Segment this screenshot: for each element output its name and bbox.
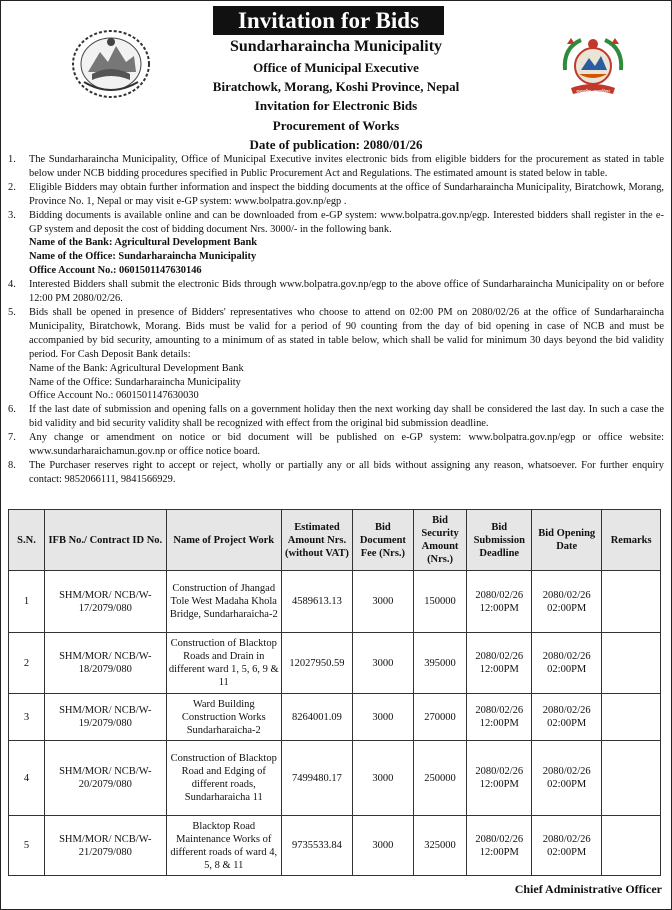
account-number: Office Account No.: 0601501147630146: [29, 265, 202, 277]
header-deadline: Bid Submission Deadline: [467, 510, 532, 571]
clause-number: 6.: [8, 404, 16, 416]
cell-deadline: 2080/02/26 12:00PM: [467, 633, 532, 694]
clause-number: 3.: [8, 209, 16, 221]
cell-ifb: SHM/MOR/ NCB/W-19/2079/080: [45, 694, 167, 741]
cell-security: 395000: [413, 633, 467, 694]
cell-deadline: 2080/02/26 12:00PM: [467, 816, 532, 876]
clause-6: [8, 403, 664, 431]
cell-opening: 2080/02/26 02:00PM: [532, 571, 602, 633]
office-name-line: Name of the Office: Sundarharaincha Municipality: [29, 251, 257, 263]
bank-name: Name of the Bank: Agricultural Development Bank: [29, 362, 244, 374]
cell-amount: 9735533.84: [281, 816, 352, 876]
header-sn: S.N.: [9, 510, 45, 571]
cell-sn: 4: [9, 741, 45, 816]
clause-number: 1.: [8, 154, 16, 165]
account-number: Office Account No.: 0601501147630030: [29, 390, 199, 402]
bank-name: Name of the Bank: Agricultural Development Bank: [29, 237, 258, 249]
clause-number: 8.: [8, 459, 16, 471]
header-ifb: IFB No./ Contract ID No.: [45, 510, 167, 571]
cell-work: Construction of Blacktop Road and Edging of different roads, Sundarharaicha 11: [166, 741, 281, 816]
table-header-row: [9, 510, 661, 571]
table-row: [9, 571, 661, 633]
clause-8: [8, 459, 664, 487]
signature-title: Chief Administrative Officer: [514, 882, 662, 896]
cell-ifb: SHM/MOR/ NCB/W-20/2079/080: [45, 741, 167, 816]
cell-opening: 2080/02/26 02:00PM: [532, 741, 602, 816]
table-row: [9, 741, 661, 816]
procurement-type: Procurement of Works: [272, 118, 400, 133]
banner-title: Invitation for Bids: [213, 6, 444, 35]
header-fee: Bid Document Fee (Nrs.): [353, 510, 414, 571]
cell-opening: 2080/02/26 02:00PM: [532, 816, 602, 876]
header-security: Bid Security Amount (Nrs.): [413, 510, 467, 571]
clause-7: [8, 431, 664, 459]
clauses-list: [8, 153, 664, 487]
cell-security: 250000: [413, 741, 467, 816]
cell-remarks: [602, 694, 661, 741]
cell-deadline: 2080/02/26 12:00PM: [467, 694, 532, 741]
cell-remarks: [602, 571, 661, 633]
office-name-line: Name of the Office: Sundarharaincha Municipality: [29, 376, 241, 388]
clause-4: [8, 278, 664, 306]
clause-text: If the last date of submission and opening falls on a government holiday then the next working day shall be considered the last day. In such a case the bid validity and bid security validity shall be recognized with effect from the original bid submission deadline.: [29, 404, 664, 430]
cell-work: Blacktop Road Maintenance Works of different roads of ward 4, 5, 8 & 11: [166, 816, 281, 876]
logo-right-caption: सुन्दरहरैंचा नगरपालिका: [576, 88, 610, 94]
table-row: [9, 694, 661, 741]
cell-deadline: 2080/02/26 12:00PM: [467, 571, 532, 633]
cell-amount: 8264001.09: [281, 694, 352, 741]
cell-remarks: [602, 816, 661, 876]
cell-fee: 3000: [353, 633, 414, 694]
cell-ifb: SHM/MOR/ NCB/W-17/2079/080: [45, 571, 167, 633]
clause-number: 5.: [8, 306, 16, 318]
cell-ifb: SHM/MOR/ NCB/W-18/2079/080: [45, 633, 167, 694]
office-name: Office of Municipal Executive: [253, 60, 419, 75]
cell-opening: 2080/02/26 02:00PM: [532, 694, 602, 741]
cell-remarks: [602, 633, 661, 694]
cell-ifb: SHM/MOR/ NCB/W-21/2079/080: [45, 816, 167, 876]
header-work: Name of Project Work: [166, 510, 281, 571]
clause-5: [8, 306, 664, 403]
cell-security: 270000: [413, 694, 467, 741]
cell-amount: 7499480.17: [281, 741, 352, 816]
cell-remarks: [602, 741, 661, 816]
clause-1: [8, 153, 664, 181]
header-opening: Bid Opening Date: [532, 510, 602, 571]
table-row: [9, 633, 661, 694]
clause-text: Bids shall be opened in presence of Bidders' representatives who choose to attend on 02:00 PM on 2080/02/26 at the office of Sundarharaincha Municipality, Biratchowk, Morang. Bids must be valid for a period of 90 counting from the day of bid opening in case of NCB and must be accompanied by bid security, amounting to a minimum of as stated in table below, which shall be valid for minimum 30 days beyond the bid validity period. For Cash Deposit Bank details:: [29, 306, 664, 360]
cell-work: Ward Building Construction Works Sundarharaicha-2: [166, 694, 281, 741]
cell-security: 150000: [413, 571, 467, 633]
cell-sn: 3: [9, 694, 45, 741]
header-amount: Estimated Amount Nrs. (without VAT): [281, 510, 352, 571]
clause-3: [8, 209, 664, 279]
clause-text: Any change or amendment on notice or bid document will be published on e-GP system: www.bolpatra.gov.np/egp or office website: www.sundarharaichamun.gov.np or office notice board.: [29, 432, 664, 458]
cell-deadline: 2080/02/26 12:00PM: [467, 741, 532, 816]
bids-table: [8, 509, 661, 876]
cell-amount: 4589613.13: [281, 571, 352, 633]
clause-number: 2.: [8, 181, 16, 193]
clause-text: Eligible Bidders may obtain further information and inspect the bidding documents at the office of Sundarharaincha Municipality, Biratchowk, Morang, Province No. 1, Nepal or may visit e-GP system: www.bolpatra.gov.np/egp .: [29, 181, 664, 207]
clause-text: The Sundarharaincha Municipality, Office of Municipal Executive invites electronic bids from eligible bidders for the procurement as stated in table below under NCB bidding procedures specified in Public Procurement Act and Regulations. The estimated amount is stated below in table.: [29, 154, 664, 179]
clause-2: [8, 181, 664, 209]
publication-date: Date of publication: 2080/01/26: [249, 137, 423, 152]
cell-sn: 2: [9, 633, 45, 694]
clause-text: Bidding documents is available online and can be downloaded from e-GP system: www.bolpatra.gov.np/egp. Interested bidders shall register in the e-GP system and deposit the cost of bidding document Nrs. 3000/- in the following bank.: [29, 209, 664, 235]
cell-work: Construction of Blacktop Roads and Drain in different ward 1, 5, 6, 9 & 11: [166, 633, 281, 694]
clause-text: Interested Bidders shall submit the electronic Bids through www.bolpatra.gov.np/egp to the above office of Sundarharaincha Municipality on or before 12:00 PM 2080/02/26.: [29, 279, 664, 305]
table-row: [9, 816, 661, 876]
cell-work: Construction of Jhangad Tole West Madaha Khola Bridge, Sundarharaicha-2: [166, 571, 281, 633]
cell-fee: 3000: [353, 741, 414, 816]
cell-fee: 3000: [353, 816, 414, 876]
cell-fee: 3000: [353, 571, 414, 633]
header-remarks: Remarks: [602, 510, 661, 571]
clause-number: 7.: [8, 432, 16, 444]
clause-text: The Purchaser reserves right to accept or reject, wholly or partially any or all bids without assigning any reason, whatsoever. For further enquiry contact: 9852066111, 9841566929.: [29, 459, 664, 485]
cell-sn: 1: [9, 571, 45, 633]
cell-opening: 2080/02/26 02:00PM: [532, 633, 602, 694]
cell-security: 325000: [413, 816, 467, 876]
cell-amount: 12027950.59: [281, 633, 352, 694]
cell-sn: 5: [9, 816, 45, 876]
clause-number: 4.: [8, 279, 16, 291]
address: Biratchowk, Morang, Koshi Province, Nepal: [212, 79, 460, 94]
cell-fee: 3000: [353, 694, 414, 741]
notice-type: Invitation for Electronic Bids: [254, 98, 418, 113]
org-name: Sundarharaincha Municipality: [229, 38, 443, 55]
